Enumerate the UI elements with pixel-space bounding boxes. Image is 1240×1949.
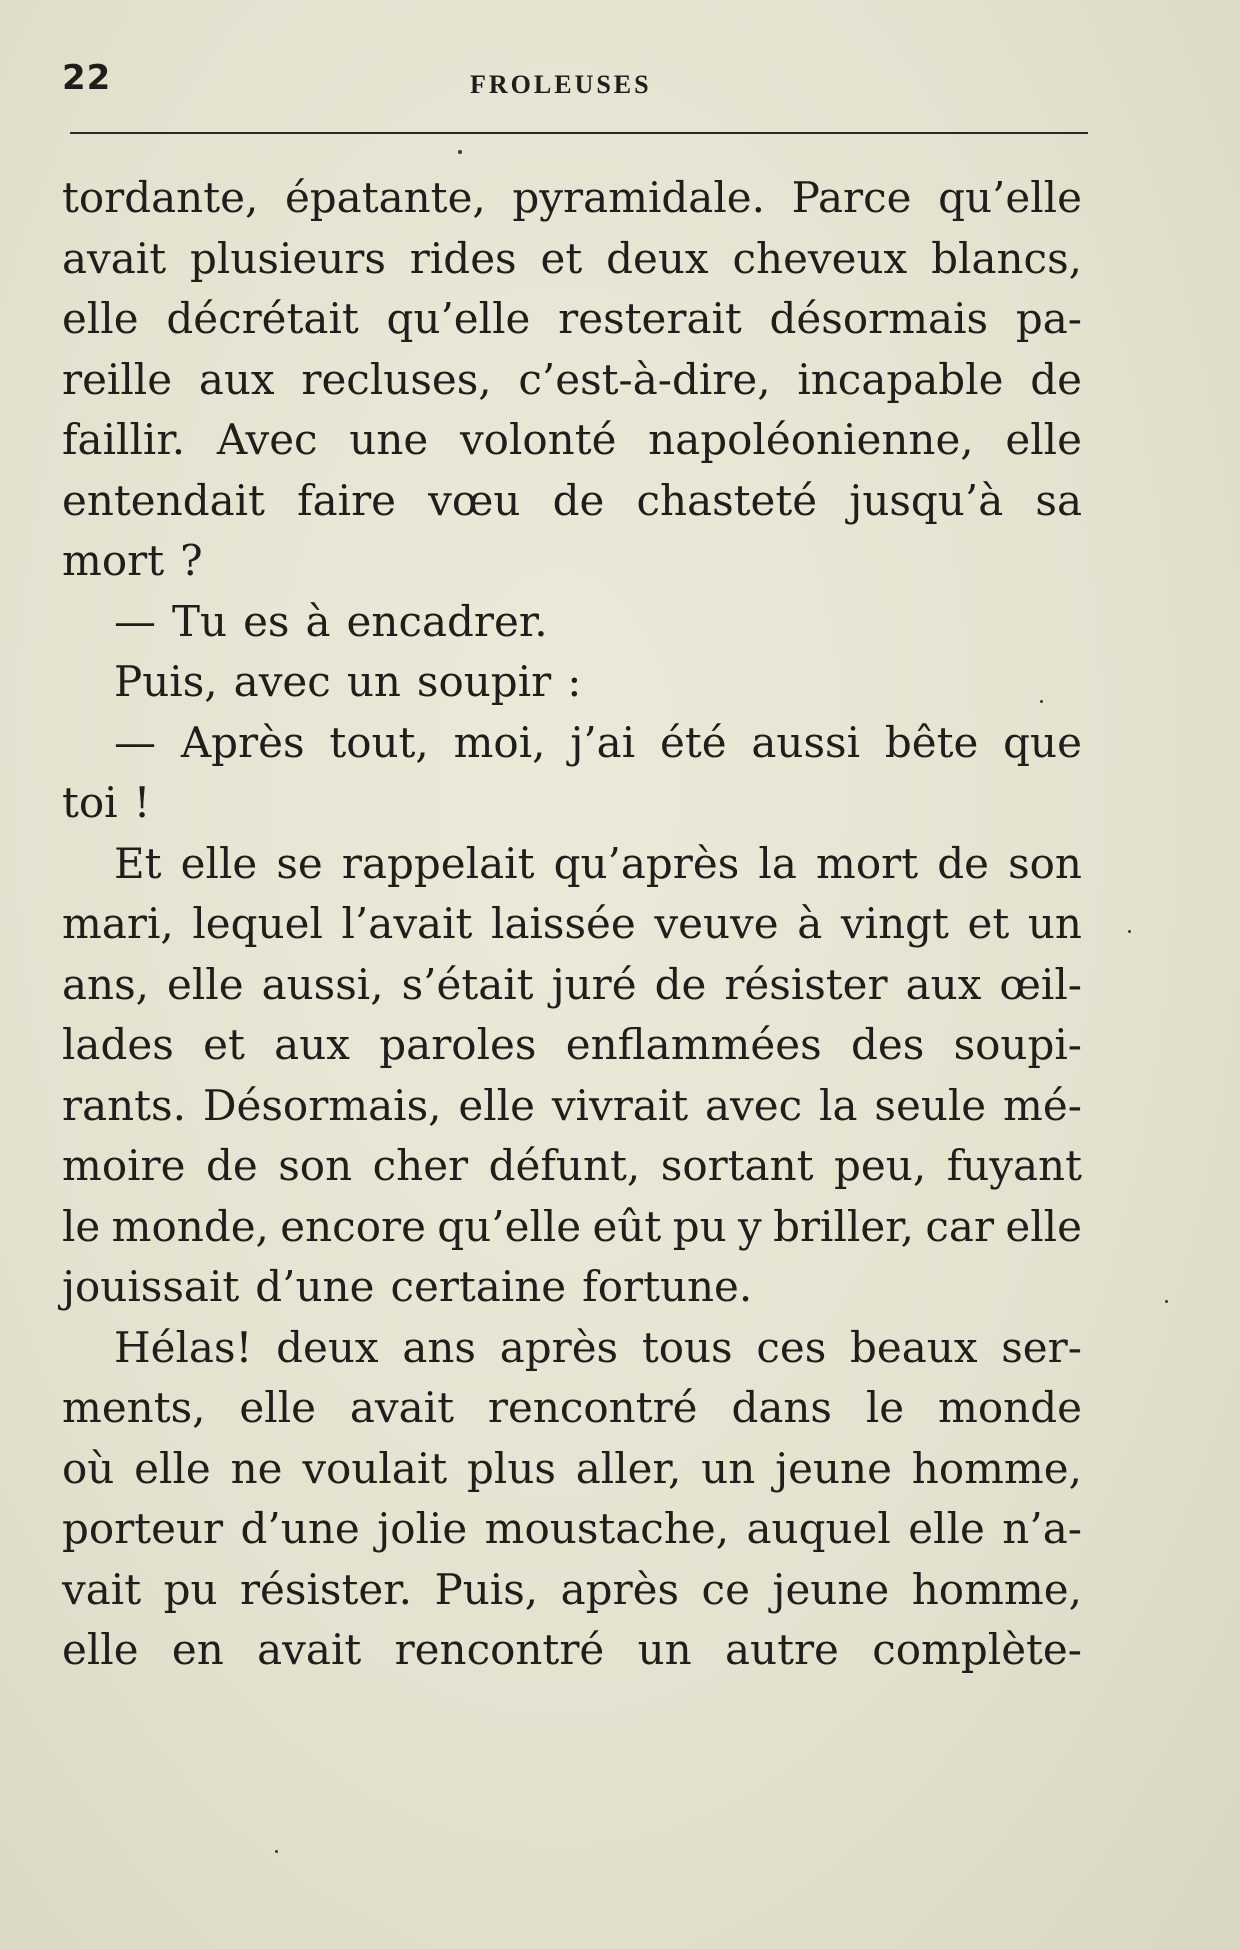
word: où <box>62 1443 115 1493</box>
word: elle <box>167 959 244 1009</box>
word: cher <box>372 1141 469 1190</box>
word: peu, <box>834 1141 927 1190</box>
text-line <box>62 1197 1082 1258</box>
word: jusqu’à <box>849 475 1004 525</box>
word: elle <box>180 838 258 888</box>
word: porteur <box>62 1504 224 1553</box>
word: voulait <box>302 1443 448 1493</box>
word: homme, <box>911 1443 1082 1493</box>
word: seule <box>874 1080 987 1130</box>
word: ans <box>402 1322 476 1372</box>
word: et <box>203 1020 245 1069</box>
word: la <box>758 838 797 888</box>
text-line <box>62 1560 1082 1621</box>
word: Tu <box>172 596 228 646</box>
word: mort <box>62 536 165 585</box>
word: œil- <box>999 959 1082 1009</box>
word: qu’elle <box>437 1201 582 1251</box>
running-head: FROLEUSES <box>470 70 652 99</box>
text-line <box>62 531 1082 592</box>
word: homme, <box>911 1564 1082 1614</box>
word: une <box>349 415 429 464</box>
word: car <box>925 1201 995 1251</box>
word: vœu <box>428 475 521 525</box>
word: que <box>1003 717 1082 767</box>
print-speck <box>1040 700 1043 703</box>
text-line <box>62 834 1082 895</box>
print-speck <box>275 1850 278 1853</box>
word: le <box>62 1201 101 1251</box>
word: j’ai <box>570 717 636 767</box>
word: pu <box>672 1201 727 1251</box>
word: n’a- <box>1002 1504 1082 1553</box>
text-line <box>62 1499 1082 1560</box>
text-line <box>62 1136 1082 1197</box>
text-line <box>62 713 1082 774</box>
word: qu’elle <box>938 173 1082 222</box>
word: Après <box>180 717 305 767</box>
word: un <box>701 1443 756 1493</box>
text-line <box>62 652 1082 713</box>
word: jolie <box>377 1504 468 1553</box>
word: été <box>659 717 727 767</box>
word: avec <box>233 657 331 706</box>
word: moi, <box>453 717 546 767</box>
word: décrétait <box>166 294 359 343</box>
word: incapable <box>797 354 1004 404</box>
word: sa <box>1035 475 1082 525</box>
text-line <box>62 410 1082 471</box>
word: le <box>865 1383 905 1432</box>
word: briller, <box>773 1201 915 1251</box>
text-line <box>62 1318 1082 1379</box>
word: d’une <box>240 1504 360 1553</box>
word: moire <box>62 1141 186 1190</box>
word: Puis, <box>434 1564 539 1614</box>
word: avait <box>257 1625 362 1674</box>
word: désormais <box>769 294 989 343</box>
text-line <box>62 471 1082 532</box>
word: résister. <box>239 1564 413 1614</box>
word: aux <box>198 354 275 404</box>
word: juré <box>551 959 637 1009</box>
word: tout, <box>329 717 429 767</box>
word: cheveux <box>732 233 908 283</box>
word: jouissait <box>62 1262 240 1311</box>
header-rule <box>70 132 1088 134</box>
word: ans, <box>62 959 149 1009</box>
word: de <box>1030 354 1082 404</box>
word: certaine <box>390 1262 567 1311</box>
word: eût <box>592 1201 662 1251</box>
word: aussi <box>751 717 861 767</box>
text-line <box>62 1257 1082 1318</box>
print-speck <box>458 150 462 154</box>
word: mé- <box>1003 1080 1082 1130</box>
word: rencontré <box>487 1383 698 1432</box>
word: soupi- <box>953 1020 1082 1069</box>
word: beaux <box>849 1322 978 1372</box>
word: Désormais, <box>202 1080 442 1130</box>
word: s’était <box>401 959 534 1009</box>
word: rides <box>409 233 517 283</box>
word: après <box>499 1322 619 1372</box>
word: à <box>305 596 331 646</box>
word: Hélas! <box>114 1322 253 1372</box>
word: resterait <box>558 294 742 343</box>
word: fuyant <box>946 1141 1082 1190</box>
word: de <box>937 838 989 888</box>
word: entendait <box>62 475 265 525</box>
word: fortune. <box>582 1262 753 1311</box>
text-line <box>62 289 1082 350</box>
print-speck <box>1128 930 1131 933</box>
text-line <box>62 1015 1082 1076</box>
word: volonté <box>459 415 617 464</box>
word: avec <box>705 1080 803 1130</box>
word: paroles <box>379 1020 537 1069</box>
word: complète- <box>872 1625 1082 1674</box>
word: faire <box>297 475 397 525</box>
word: elle <box>1005 415 1082 464</box>
word: encore <box>280 1201 426 1251</box>
word: ne <box>230 1443 283 1493</box>
word: pa- <box>1015 294 1082 343</box>
word: son <box>278 1141 353 1190</box>
word: tordante, <box>62 173 259 222</box>
word: d’une <box>255 1262 375 1311</box>
word: plus <box>467 1443 556 1493</box>
word: sortant <box>660 1141 814 1190</box>
word: Et <box>114 838 162 888</box>
word: et <box>967 899 1010 948</box>
word: un <box>346 657 401 706</box>
word: des <box>850 1020 925 1069</box>
word: vivrait <box>551 1080 689 1130</box>
word: aux <box>274 1020 350 1069</box>
word: ce <box>701 1564 750 1614</box>
word: elle <box>62 1625 139 1674</box>
word: auquel <box>746 1504 891 1553</box>
word: vait <box>62 1564 142 1614</box>
word: lades <box>62 1020 174 1069</box>
word: deux <box>606 233 709 283</box>
word: monde <box>938 1383 1082 1432</box>
word: elle <box>62 294 139 343</box>
word: son <box>1008 838 1082 888</box>
word: jeune <box>775 1443 892 1493</box>
word: deux <box>276 1322 379 1372</box>
word: autre <box>725 1625 839 1674</box>
word: ! <box>133 778 151 827</box>
word: mari, <box>62 899 174 948</box>
text-line <box>62 168 1082 229</box>
word: encadrer. <box>346 596 548 646</box>
word: elle <box>239 1383 316 1432</box>
word: tous <box>641 1322 733 1372</box>
word: à <box>797 899 823 948</box>
word: monde, <box>111 1201 269 1251</box>
word: — <box>114 596 156 646</box>
word: ser- <box>1001 1322 1082 1372</box>
word: plusieurs <box>190 233 386 283</box>
word: blancs, <box>931 233 1082 283</box>
word: de <box>552 475 605 525</box>
text-line <box>62 1076 1082 1137</box>
word: rants. <box>62 1080 186 1130</box>
word: de <box>205 1141 258 1190</box>
page-number: 22 <box>62 58 112 98</box>
word: mort <box>816 838 919 888</box>
word: ments, <box>62 1383 206 1432</box>
word: bête <box>884 717 979 767</box>
word: : <box>567 657 582 706</box>
text-line <box>62 592 1082 653</box>
word: aussi, <box>261 959 384 1009</box>
word: un <box>1027 899 1082 948</box>
text-line <box>62 955 1082 1016</box>
word: avait <box>349 1383 454 1432</box>
word: se <box>276 838 323 888</box>
body-text <box>62 168 1082 1681</box>
word: en <box>171 1625 224 1674</box>
word: napoléonienne, <box>648 415 974 464</box>
word: elle <box>458 1080 535 1130</box>
word: es <box>243 596 290 646</box>
word: rencontré <box>394 1625 605 1674</box>
word: Puis, <box>114 657 218 706</box>
word: qu’après <box>553 838 740 888</box>
word: défunt, <box>488 1141 641 1190</box>
word: elle <box>134 1443 211 1493</box>
text-line <box>62 773 1082 834</box>
text-line <box>62 229 1082 290</box>
word: l’avait <box>341 899 473 948</box>
word: veuve <box>654 899 779 948</box>
word: qu’elle <box>386 294 531 343</box>
word: toi <box>62 778 118 827</box>
word: c’est-à-dire, <box>518 354 771 404</box>
word: un <box>637 1625 692 1674</box>
word: chasteté <box>636 475 818 525</box>
word: recluses, <box>301 354 492 404</box>
word: elle <box>1005 1201 1082 1251</box>
word: soupir <box>416 657 552 706</box>
word: enflammées <box>565 1020 822 1069</box>
word: faillir. <box>62 415 186 464</box>
text-line <box>62 1378 1082 1439</box>
text-line <box>62 1439 1082 1500</box>
word: de <box>654 959 707 1009</box>
word: après <box>560 1564 680 1614</box>
word: Avec <box>216 415 318 464</box>
word: ces <box>756 1322 827 1372</box>
word: aux <box>905 959 982 1009</box>
word: aller, <box>575 1443 682 1493</box>
word: la <box>819 1080 858 1130</box>
word: laissée <box>491 899 636 948</box>
word: pu <box>163 1564 218 1614</box>
word: moustache, <box>484 1504 730 1553</box>
word: résister <box>724 959 888 1009</box>
word: rappelait <box>341 838 535 888</box>
print-speck <box>1165 1300 1168 1303</box>
word: épatante, <box>284 173 486 222</box>
word: y <box>737 1201 762 1251</box>
word: et <box>540 233 583 283</box>
word: dans <box>731 1383 832 1432</box>
word: avait <box>62 233 167 283</box>
word: Parce <box>791 173 912 222</box>
word: vingt <box>840 899 949 948</box>
text-line <box>62 1620 1082 1681</box>
text-line <box>62 350 1082 411</box>
word: elle <box>908 1504 985 1553</box>
word: ? <box>180 536 203 585</box>
word: — <box>114 717 156 767</box>
word: lequel <box>192 899 323 948</box>
text-line <box>62 894 1082 955</box>
word: jeune <box>772 1564 890 1614</box>
word: reille <box>62 354 173 404</box>
word: pyramidale. <box>512 173 765 222</box>
